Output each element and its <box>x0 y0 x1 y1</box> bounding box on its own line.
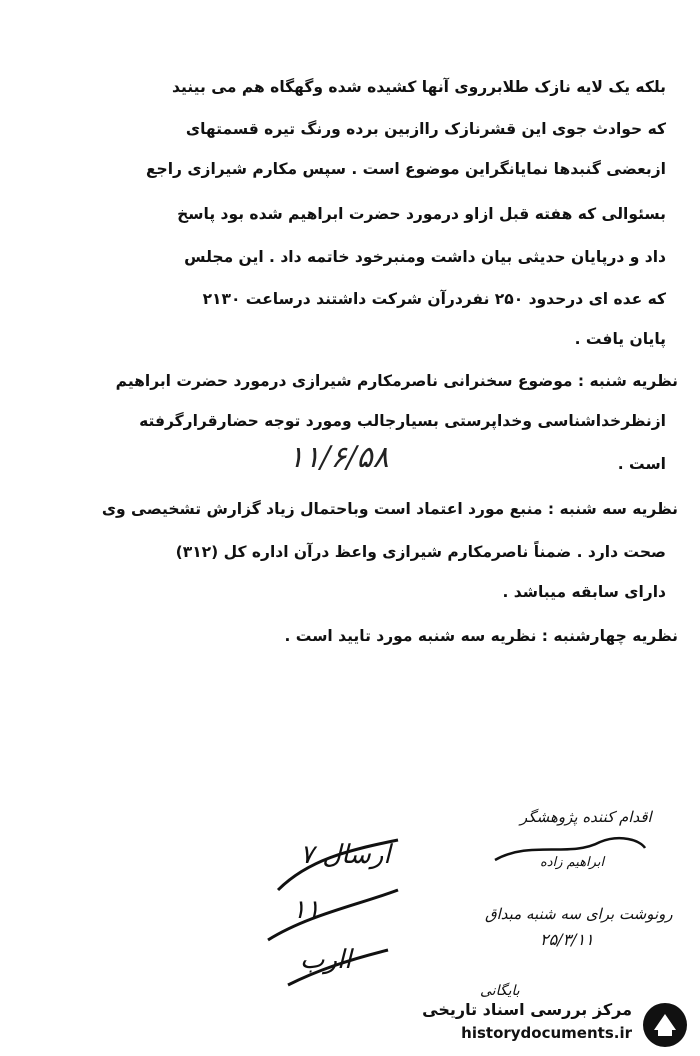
handwritten-note-left: ارسال ۷ <box>300 840 391 870</box>
handwritten-note-right: ابراهیم زاده <box>540 855 605 870</box>
archive-logo-icon <box>640 1000 690 1050</box>
handwritten-note-right: رونوشت برای سه شنبه مبداق <box>485 905 673 923</box>
text-line: پایان یافت . <box>574 330 666 348</box>
text-line: بسئوالی که هفته قبل ازاو درمورد حضرت ابراهیم شده بود پاسخ <box>177 205 666 223</box>
assessment-saturday-line: ازنظرخداشناسی وخداپرستی بسیارجالب ومورد توجه حضارقرارگرفته <box>139 412 666 430</box>
watermark-url: historydocuments.ir <box>461 1024 632 1042</box>
handwritten-note-right: بایگانی <box>480 983 520 999</box>
handwritten-note-right: ۲۵/۳/۱۱ <box>540 930 594 949</box>
assessment-saturday-line: است . <box>617 455 666 473</box>
text-line: که عده ای درحدود ۲۵۰ نفردرآن شرکت داشتند درساعت ۲۱۳۰ <box>202 290 666 308</box>
text-line: که حوادث جوی این قشرنازک راازبین برده ورنگ تیره قسمتهای <box>185 120 666 138</box>
watermark-name: مرکز بررسی اسناد تاریخی <box>422 1000 632 1019</box>
handwritten-note-left: اارب <box>300 945 352 975</box>
assessment-tuesday-line: نظریه سه شنبه : منبع مورد اعتماد است وباحتمال زیاد گزارش تشخیصی وی <box>101 500 678 518</box>
assessment-tuesday-line: صحت دارد . ضمناً ناصرمکارم شیرازی واعظ درآن اداره کل (۳۱۲) <box>175 543 666 561</box>
assessment-wednesday-line: نظریه چهارشنبه : نظریه سه شنبه مورد تایید است . <box>284 627 678 645</box>
text-line: بلکه یک لایه نازک طلابرروی آنها کشیده شده وگهگاه هم می بینید <box>172 78 666 96</box>
handwritten-date-note: ۱۱/۶/۵۸ <box>288 440 389 475</box>
handwritten-note-right: اقدام کننده پژوهشگر <box>520 808 652 826</box>
handwritten-signature-right <box>490 830 650 870</box>
handwritten-note-left: ۱۱ <box>292 895 320 925</box>
text-line: داد و درپایان حدیثی بیان داشت ومنبرخود خاتمه داد . این مجلس <box>184 248 666 266</box>
assessment-tuesday-line: دارای سابقه میباشد . <box>502 583 666 601</box>
assessment-saturday-line: نظریه شنبه : موضوع سخنرانی ناصرمکارم شیرازی درمورد حضرت ابراهیم <box>115 372 678 390</box>
text-line: ازبعضی گنبدها نمایانگراین موضوع است . سپس مکارم شیرازی راجع <box>145 160 666 178</box>
